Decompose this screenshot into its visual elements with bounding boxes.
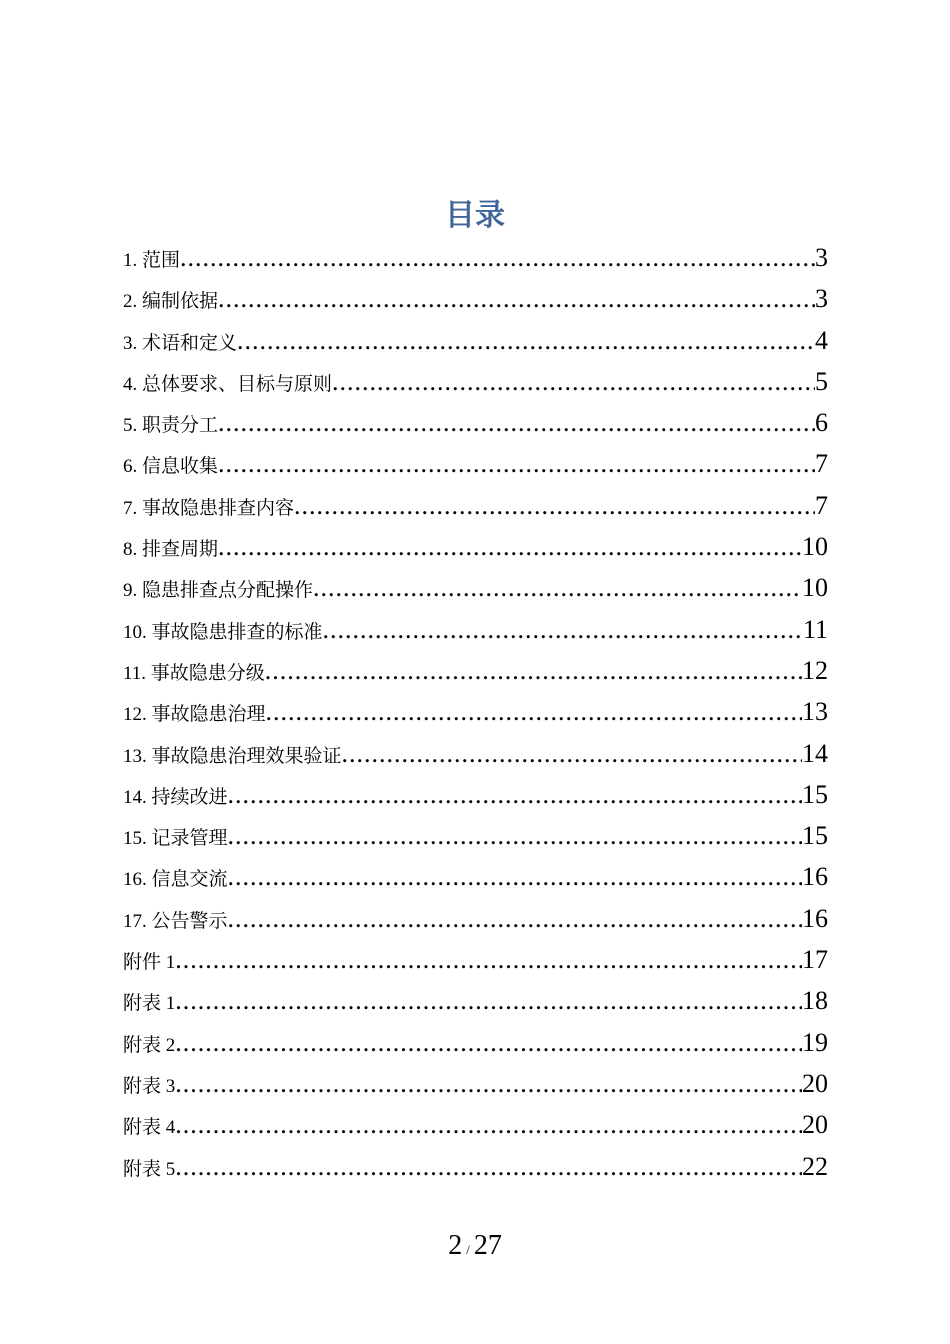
toc-entry-page-number: 6 — [815, 408, 828, 438]
toc-dot-leader — [228, 774, 802, 815]
toc-entry[interactable] — [123, 1022, 828, 1063]
toc-list — [123, 237, 828, 1187]
toc-entry[interactable] — [123, 237, 828, 278]
toc-entry[interactable] — [123, 526, 828, 567]
toc-entry[interactable] — [123, 939, 828, 980]
toc-entry-page-number: 3 — [815, 284, 828, 314]
toc-entry-label: 附件 1 — [123, 952, 176, 974]
toc-entry[interactable] — [123, 485, 828, 526]
toc-entry-label: 6. 信息收集 — [123, 456, 219, 478]
toc-entry[interactable] — [123, 278, 828, 319]
toc-entry[interactable] — [123, 856, 828, 897]
toc-entry[interactable] — [123, 320, 828, 361]
toc-entry-label: 10. 事故隐患排查的标准 — [123, 621, 323, 643]
toc-dot-leader — [218, 526, 802, 567]
toc-entry-page-number: 10 — [802, 532, 828, 562]
toc-dot-leader — [175, 1146, 802, 1187]
toc-entry-label: 3. 术语和定义 — [123, 332, 238, 354]
toc-entry[interactable] — [123, 609, 828, 650]
toc-entry-page-number: 4 — [815, 325, 828, 355]
toc-entry-page-number: 17 — [802, 945, 828, 975]
toc-entry-page-number: 16 — [802, 862, 828, 892]
toc-entry-label: 1. 范围 — [123, 250, 181, 271]
toc-entry-page-number: 16 — [802, 903, 828, 933]
toc-entry-page-number: 15 — [802, 779, 828, 809]
toc-dot-leader — [237, 320, 815, 361]
toc-dot-leader — [332, 361, 815, 402]
toc-entry[interactable] — [123, 1104, 828, 1145]
toc-entry-page-number: 11 — [802, 614, 828, 644]
toc-dot-leader — [175, 1104, 802, 1145]
toc-dot-leader — [228, 898, 802, 939]
toc-entry-label: 7. 事故隐患排查内容 — [123, 497, 295, 519]
toc-dot-leader — [228, 856, 802, 897]
toc-entry-page-number: 10 — [802, 573, 828, 603]
toc-dot-leader — [294, 485, 815, 526]
toc-entry[interactable] — [123, 650, 828, 691]
toc-dot-leader — [218, 443, 815, 484]
toc-entry[interactable] — [123, 361, 828, 402]
toc-entry[interactable] — [123, 1063, 828, 1104]
toc-entry-page-number: 22 — [802, 1151, 828, 1181]
toc-entry-page-number: 3 — [815, 243, 828, 272]
toc-entry[interactable] — [123, 774, 828, 815]
toc-dot-leader — [175, 1022, 802, 1063]
toc-entry[interactable] — [123, 567, 828, 608]
toc-entry[interactable] — [123, 402, 828, 443]
toc-dot-leader — [342, 733, 802, 774]
toc-entry-label: 9. 隐患排查点分配操作 — [123, 580, 314, 602]
toc-entry-page-number: 15 — [802, 821, 828, 851]
toc-title: 目录 — [445, 198, 505, 233]
toc-entry-page-number: 14 — [802, 738, 828, 768]
toc-entry-label: 14. 持续改进 — [123, 786, 228, 808]
toc-entry-label: 附表 2 — [123, 1034, 176, 1056]
toc-entry-label: 8. 排查周期 — [123, 539, 219, 561]
toc-entry[interactable] — [123, 980, 828, 1021]
toc-entry-label: 12. 事故隐患治理 — [123, 704, 266, 726]
toc-entry-page-number: 5 — [815, 366, 828, 396]
toc-entry[interactable] — [123, 691, 828, 732]
toc-entry-label: 5. 职责分工 — [123, 415, 219, 437]
toc-dot-leader — [323, 609, 803, 650]
toc-entry-page-number: 7 — [815, 449, 828, 479]
toc-entry-page-number: 20 — [802, 1068, 828, 1098]
toc-entry-label: 15. 记录管理 — [123, 828, 228, 850]
toc-entry-label: 17. 公告警示 — [123, 910, 228, 932]
toc-entry-page-number: 12 — [802, 655, 828, 685]
toc-entry-label: 附表 5 — [123, 1158, 176, 1180]
toc-dot-leader — [175, 980, 802, 1021]
toc-dot-leader — [266, 691, 802, 732]
toc-entry-label: 11. 事故隐患分级 — [123, 662, 265, 684]
toc-dot-leader — [218, 402, 815, 443]
toc-entry-label: 4. 总体要求、目标与原则 — [123, 373, 333, 395]
current-page-number: 2 — [448, 1230, 463, 1261]
toc-dot-leader — [228, 815, 802, 856]
toc-entry-label: 13. 事故隐患治理效果验证 — [123, 745, 342, 767]
toc-entry-label: 2. 编制依据 — [123, 291, 219, 313]
toc-dot-leader — [175, 939, 802, 980]
toc-dot-leader — [218, 278, 815, 319]
toc-entry[interactable] — [123, 733, 828, 774]
toc-dot-leader — [313, 567, 802, 608]
page-separator: / — [466, 1242, 470, 1257]
toc-entry-label: 附表 1 — [123, 993, 176, 1015]
toc-entry-label: 附表 3 — [123, 1075, 176, 1097]
toc-entry-label: 附表 4 — [123, 1117, 176, 1139]
toc-entry[interactable] — [123, 443, 828, 484]
page-footer — [0, 1228, 950, 1268]
toc-dot-leader — [180, 237, 815, 278]
toc-entry-page-number: 7 — [815, 490, 828, 520]
total-page-count: 27 — [473, 1230, 502, 1261]
toc-entry-page-number: 13 — [802, 697, 828, 727]
toc-entry-page-number: 20 — [802, 1110, 828, 1140]
toc-entry-label: 16. 信息交流 — [123, 869, 228, 891]
toc-entry-page-number: 19 — [802, 1027, 828, 1057]
toc-entry-page-number: 18 — [802, 986, 828, 1016]
toc-dot-leader — [175, 1063, 802, 1104]
toc-entry[interactable] — [123, 815, 828, 856]
toc-entry[interactable] — [123, 1146, 828, 1187]
toc-dot-leader — [265, 650, 802, 691]
toc-entry[interactable] — [123, 898, 828, 939]
